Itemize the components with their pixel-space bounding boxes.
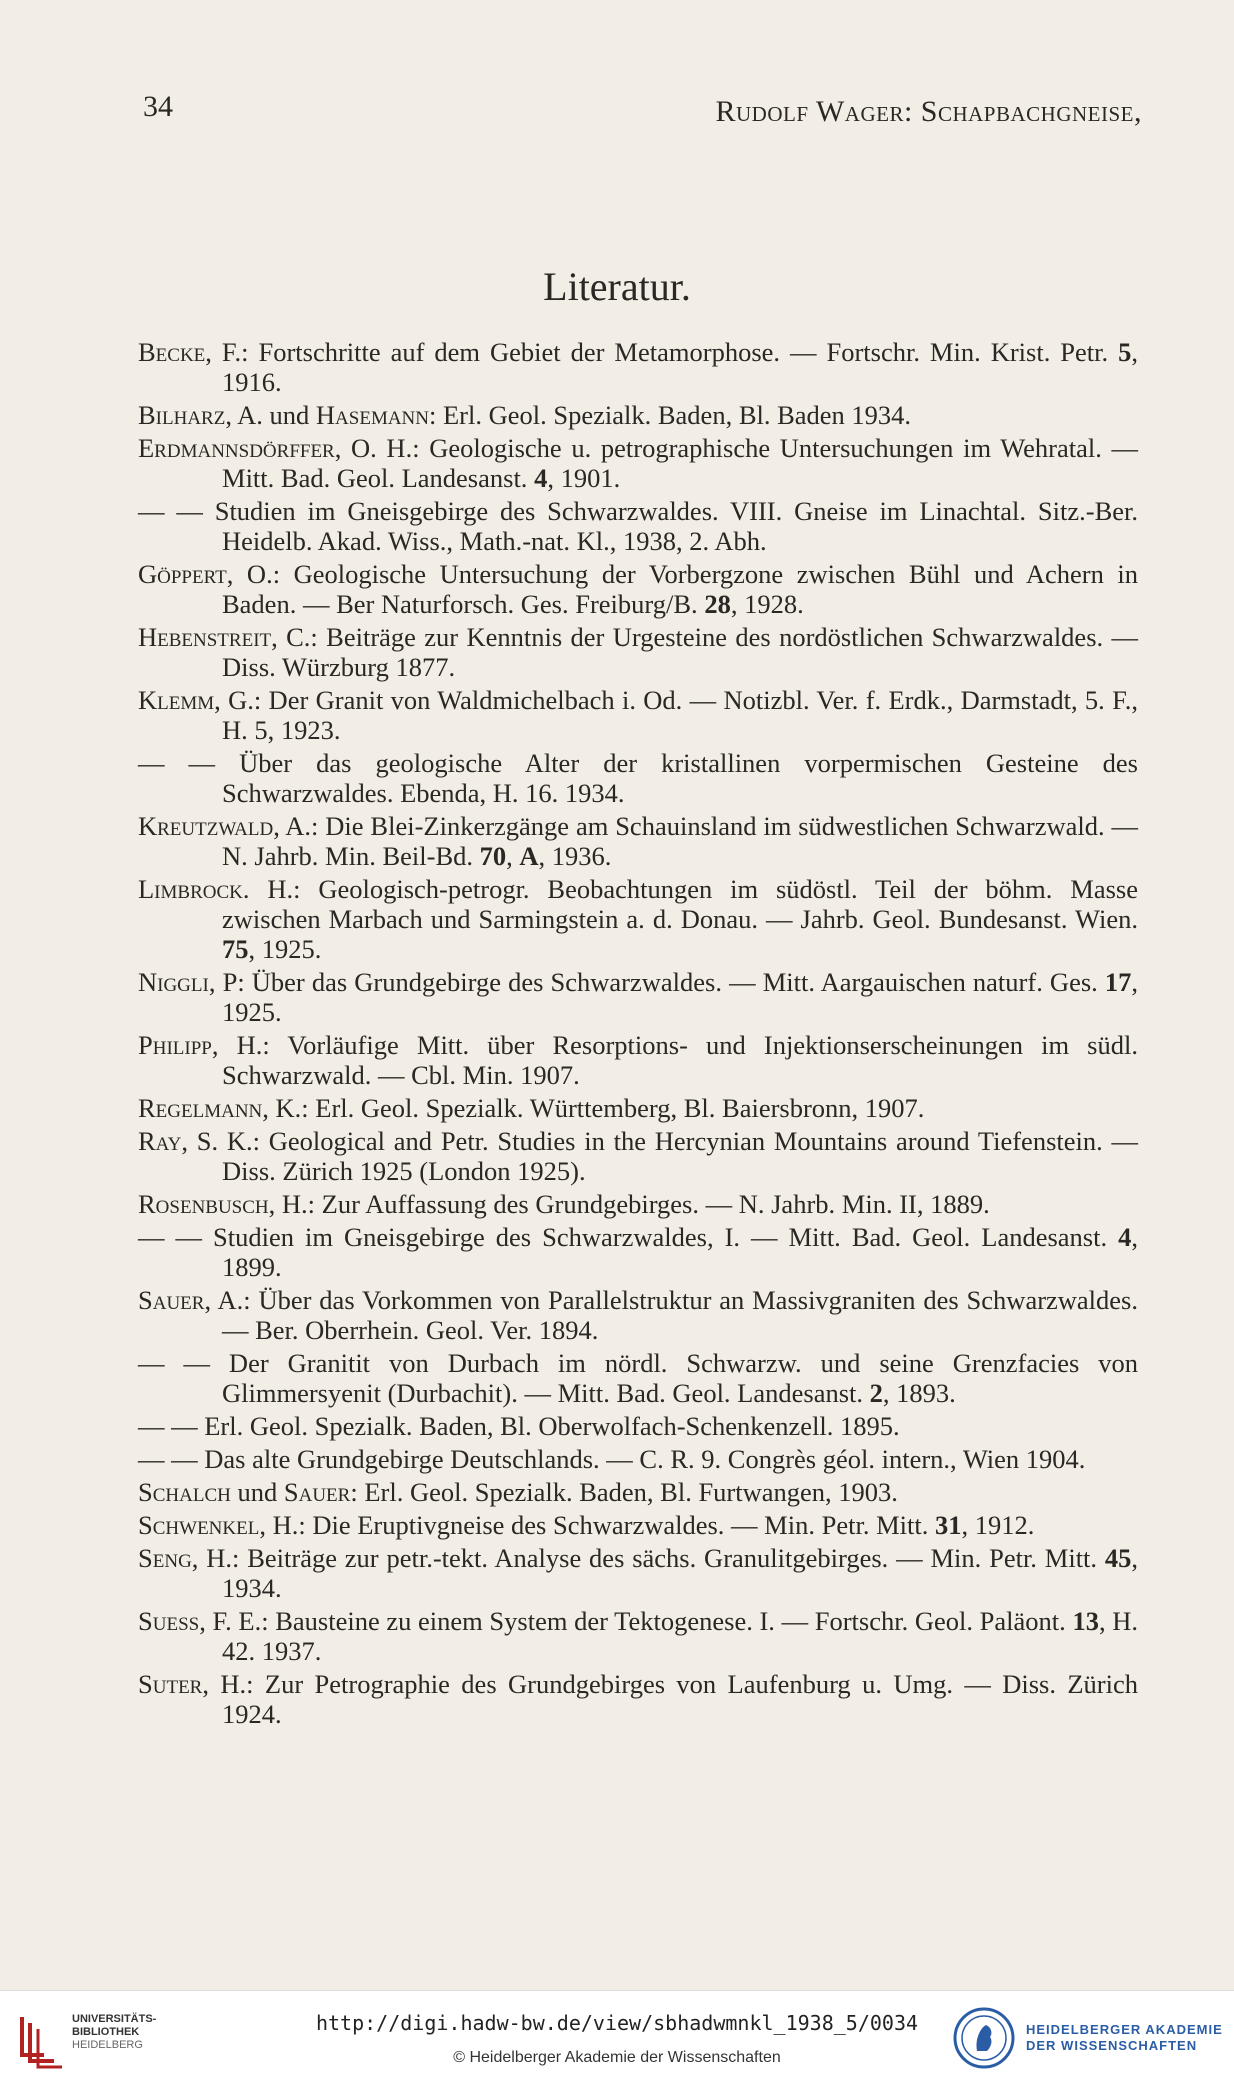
footer-bar: [0, 1990, 1234, 2083]
reference-entry: Schwenkel, H.: Die Eruptivgneise des Schwarzwaldes. — Min. Petr. Mitt. 31, 1912.: [138, 1510, 1035, 1540]
reference-entry: Becke, F.: Fortschritte auf dem Gebiet der Metamorphose. — Fortschr. Min. Krist. Petr. 5, 1916.: [138, 337, 1138, 397]
reference-entry: Niggli, P: Über das Grundgebirge des Schwarzwaldes. — Mitt. Aargauischen naturf. Ges. 17, 1925.: [138, 967, 1138, 1027]
reference-entry: Hebenstreit, C.: Beiträge zur Kenntnis der Urgesteine des nordöstlichen Schwarzwaldes. — Diss. Würzburg 1877.: [138, 622, 1138, 682]
reference-entry: Limbrock. H.: Geologisch-petrogr. Beobachtungen im südöstl. Teil der böhm. Masse zwischen Marbach und Sarmingstein a. d. Donau. — Jahrb. Geol. Bundesanst. Wien. 75, 1925.: [138, 874, 1138, 964]
section-title: Literatur.: [543, 264, 691, 309]
reference-entry: Ray, S. K.: Geological and Petr. Studies in the Hercynian Mountains around Tiefenstein. — Diss. Zürich 1925 (London 1925).: [138, 1126, 1138, 1186]
academy-name: HEIDELBERGER AKADEMIE DER WISSENSCHAFTEN: [1026, 2022, 1223, 2053]
reference-entry: Göppert, O.: Geologische Untersuchung der Vorbergzone zwischen Bühl und Achern in Baden. — Ber Naturforsch. Ges. Freiburg/B. 28, 1928.: [138, 559, 1138, 619]
reference-entry: Schalch und Sauer: Erl. Geol. Spezialk. Baden, Bl. Furtwangen, 1903.: [138, 1477, 898, 1507]
reference-entry: — — Über das geologische Alter der kristallinen vorpermischen Gesteine des Schwarzwaldes. Ebenda, H. 16. 1934.: [138, 748, 1138, 808]
reference-entry: Suess, F. E.: Bausteine zu einem System der Tektogenese. I. — Fortschr. Geol. Paläont. 13, H. 42. 1937.: [138, 1606, 1138, 1666]
reference-entry: — — Der Granitit von Durbach im nördl. Schwarzw. und seine Grenzfacies von Glimmersyenit (Durbachit). — Mitt. Bad. Geol. Landesanst. 2, 1893.: [138, 1348, 1138, 1408]
running-head: Rudolf Wager: Schapbachgneise,: [715, 95, 1142, 128]
page-number: 34: [143, 90, 173, 123]
copyright-notice: © Heidelberger Akademie der Wissenschaften: [453, 2049, 781, 2066]
source-url-link[interactable]: http://digi.hadw-bw.de/view/sbhadwmnkl_1938_5/0034: [315, 2011, 919, 2035]
reference-entry: Erdmannsdörffer, O. H.: Geologische u. petrographische Untersuchungen im Wehratal. — Mitt. Bad. Geol. Landesanst. 4, 1901.: [138, 433, 1138, 493]
reference-entry: Suter, H.: Zur Petrographie des Grundgebirges von Laufenburg u. Umg. — Diss. Zürich 1924.: [138, 1669, 1138, 1729]
reference-entry: — — Studien im Gneisgebirge des Schwarzwaldes, I. — Mitt. Bad. Geol. Landesanst. 4, 1899.: [138, 1222, 1138, 1282]
reference-entry: Bilharz, A. und Hasemann: Erl. Geol. Spezialk. Baden, Bl. Baden 1934.: [138, 400, 912, 430]
reference-entry: Philipp, H.: Vorläufige Mitt. über Resorptions- und Injektionserscheinungen im südl. Schwarzwald. — Cbl. Min. 1907.: [138, 1030, 1138, 1090]
reference-entry: Sauer, A.: Über das Vorkommen von Parallelstruktur an Massivgraniten des Schwarzwaldes. — Ber. Oberrhein. Geol. Ver. 1894.: [138, 1285, 1138, 1345]
reference-entry: Klemm, G.: Der Granit von Waldmichelbach i. Od. — Notizbl. Ver. f. Erdk., Darmstadt, 5. F., H. 5, 1923.: [138, 685, 1138, 745]
reference-entry: — — Das alte Grundgebirge Deutschlands. — C. R. 9. Congrès géol. intern., Wien 1904.: [138, 1444, 1086, 1474]
reference-entry: Rosenbusch, H.: Zur Auffassung des Grundgebirges. — N. Jahrb. Min. II, 1889.: [138, 1189, 990, 1219]
reference-list: [138, 337, 1138, 1732]
university-library-name: UNIVERSITÄTS- BIBLIOTHEK HEIDELBERG: [72, 2013, 157, 2051]
reference-entry: — — Studien im Gneisgebirge des Schwarzwaldes. VIII. Gneise im Linachtal. Sitz.-Ber. Heidelb. Akad. Wiss., Math.-nat. Kl., 1938, 2. Abh.: [138, 496, 1138, 556]
academy-seal-icon: [953, 2007, 1015, 2069]
reference-entry: — — Erl. Geol. Spezialk. Baden, Bl. Oberwolfach-Schenkenzell. 1895.: [138, 1411, 900, 1441]
reference-entry: Seng, H.: Beiträge zur petr.-tekt. Analyse des sächs. Granulitgebirges. — Min. Petr. Mitt. 45, 1934.: [138, 1543, 1138, 1603]
reference-entry: Regelmann, K.: Erl. Geol. Spezialk. Württemberg, Bl. Baiersbronn, 1907.: [138, 1093, 925, 1123]
reference-entry: Kreutzwald, A.: Die Blei-Zinkerzgänge am Schauinsland im südwestlichen Schwarzwald. — N. Jahrb. Min. Beil-Bd. 70, A, 1936.: [138, 811, 1138, 871]
